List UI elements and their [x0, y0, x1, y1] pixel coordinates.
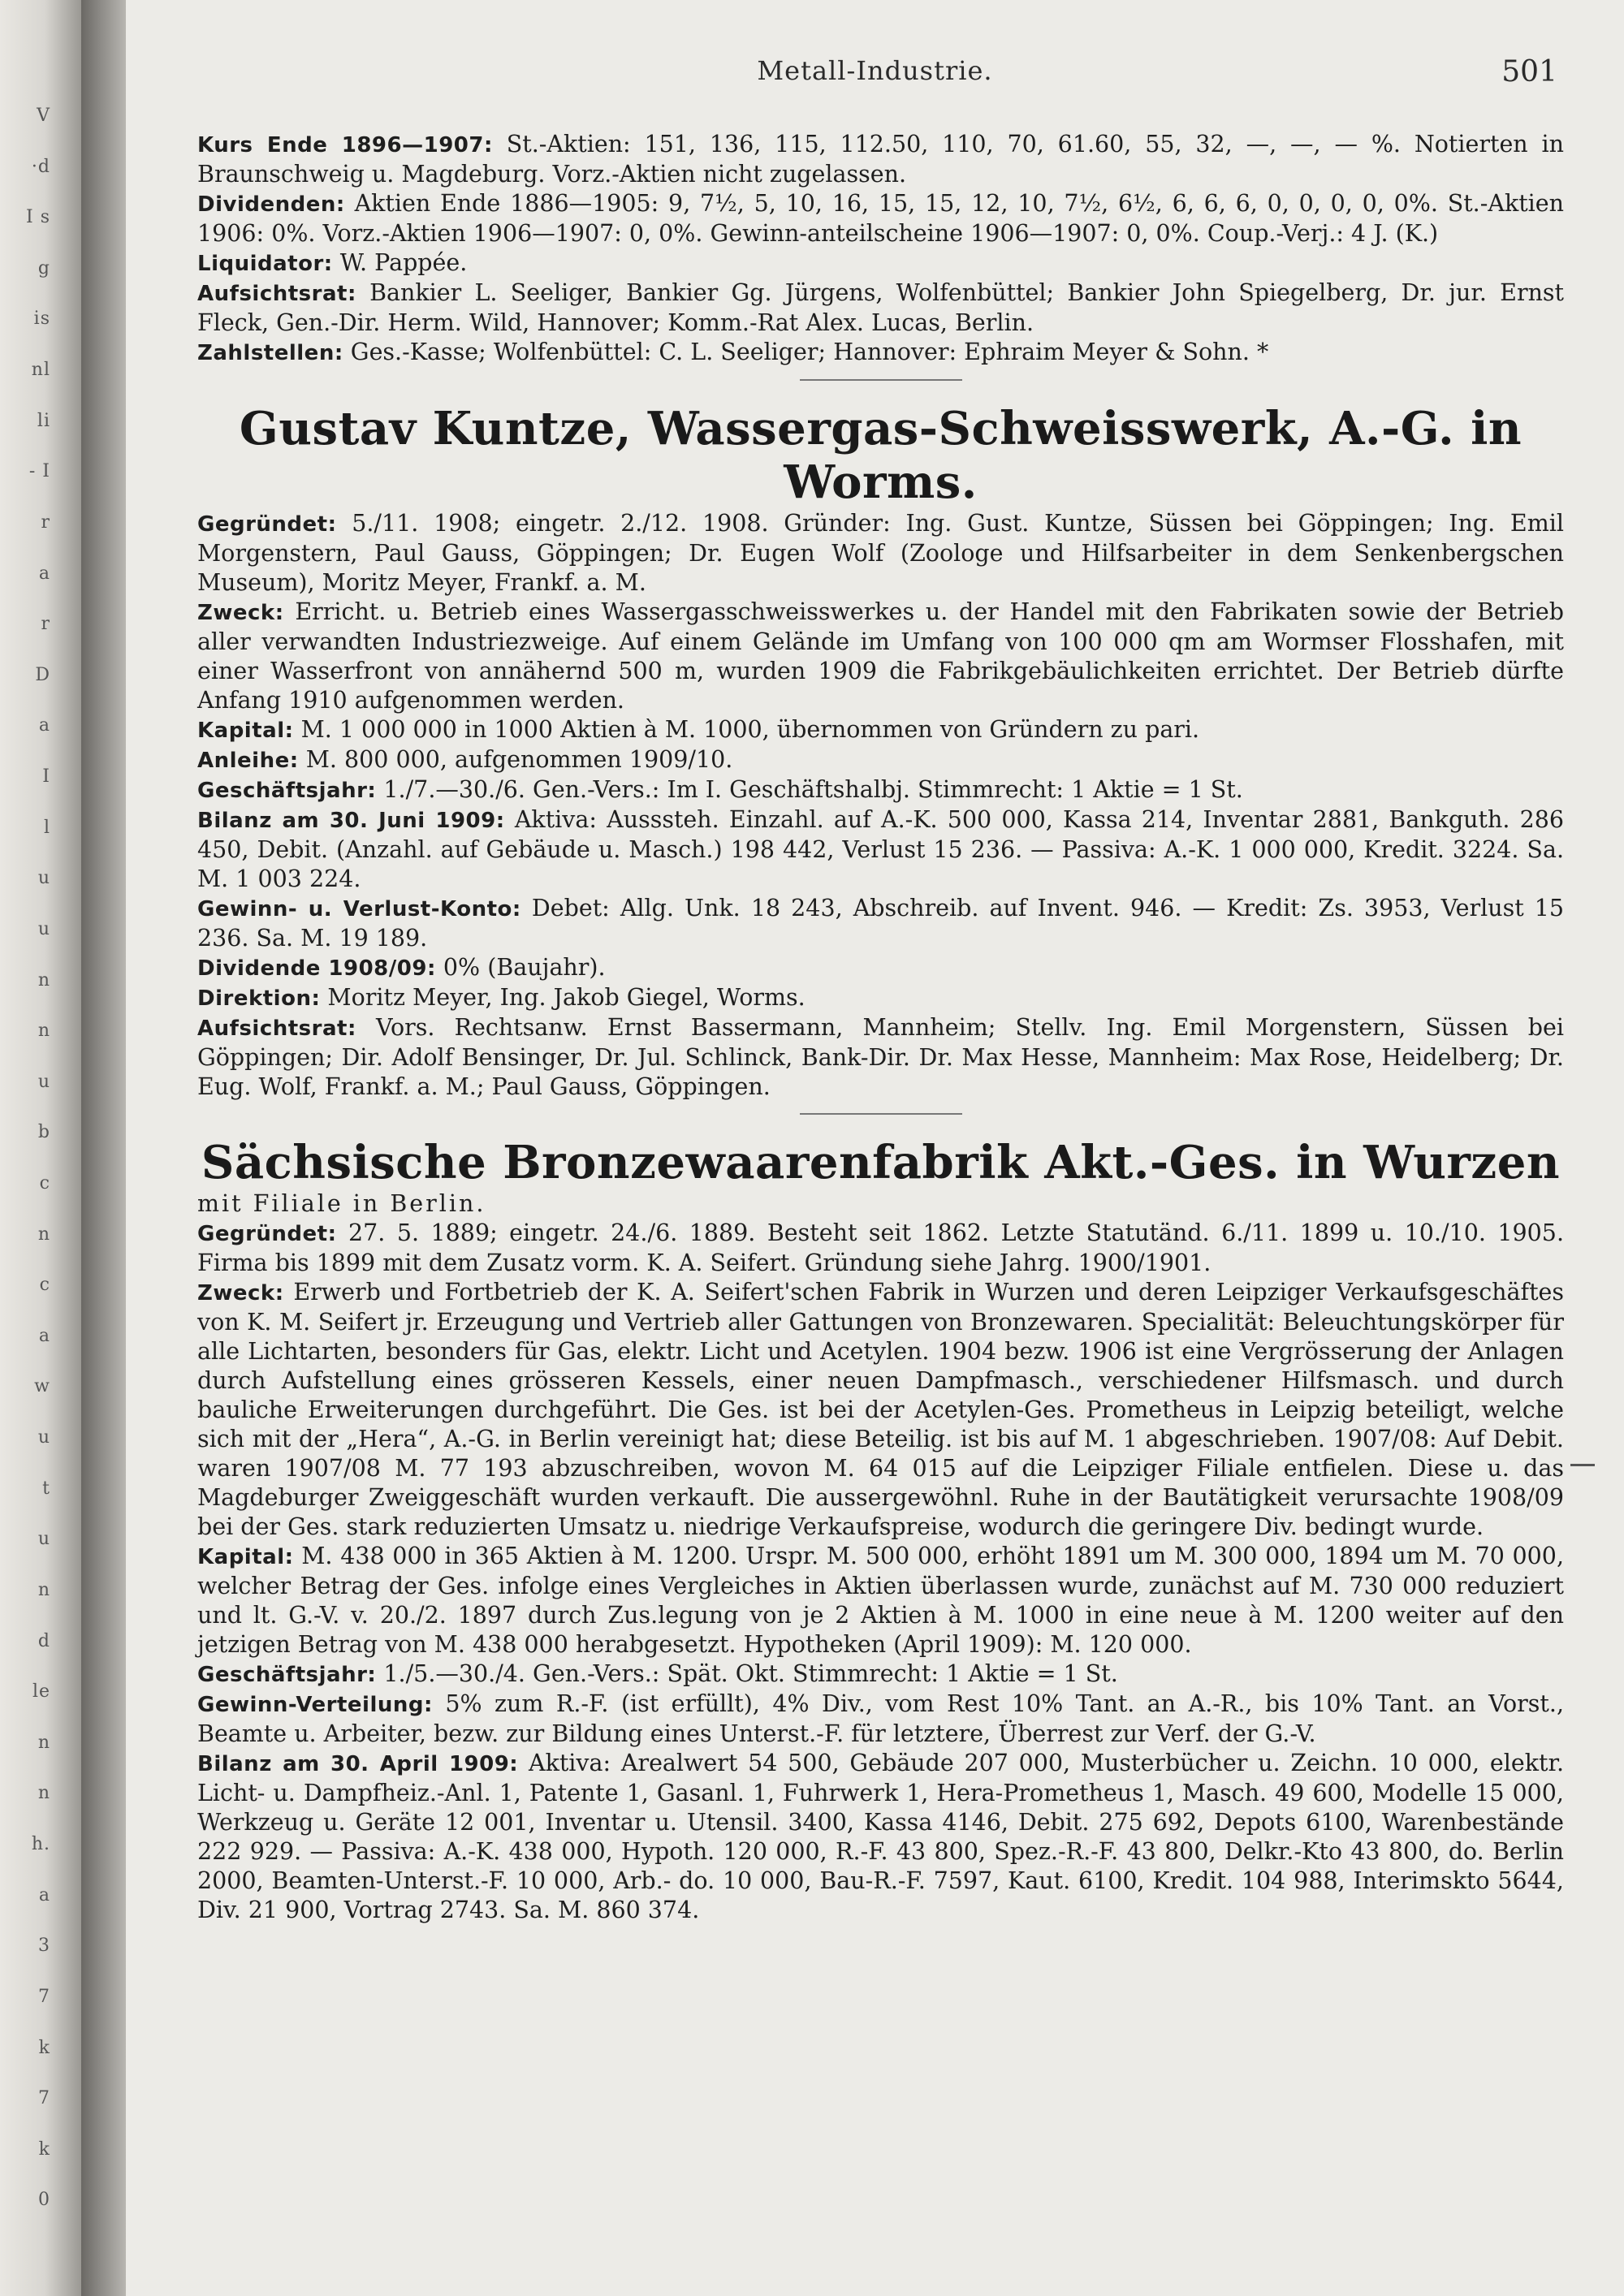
page-header — [126, 55, 1624, 96]
facing-page-fragment: 0 — [38, 2190, 50, 2211]
facing-page-fragment: V — [37, 106, 50, 126]
page-number: 501 — [1501, 55, 1557, 88]
facing-page-fragment: - I — [28, 461, 50, 482]
text-column — [197, 130, 1564, 1925]
facing-page-fragment: a — [38, 715, 50, 736]
paragraph: Zahlstellen: Ges.-Kasse; Wolfenbüttel: C. L. Seeliger; Hannover: Ephraim Meyer & Sohn. * — [197, 339, 1269, 365]
paragraph: Bilanz am 30. Juni 1909: Aktiva: Ausssteh. Einzahl. auf A.-K. 500 000, Kassa 214, Inventar 2881, Bankguth. 286 450, Debit. (Anzahl. auf Gebäude u. Masch.) 198 442, Verlust 15 236. — Passiva: A.-K. 1 000 000, Kredit. 3224. Sa. M. 1 003 224. — [197, 806, 1564, 892]
margin-mark — [1570, 1464, 1595, 1466]
paragraph: Zweck: Erwerb und Fortbetrieb der K. A. Seifert'schen Fabrik in Wurzen und deren Leipziger Verkaufsgeschäftes von K. M. Seifert jr. Erzeugung und Vertrieb aller Gattungen von Bronzewaren. Specialität: Beleuchtungskörper für alle Lichtarten, besonders für Gas, elektr. Licht und Acetylen. 1904 bezw. 1906 ist eine Vergrösserung der Anlagen durch Aufstellung eines grösseren Kessels, einer neuen Dampfmasch., verschiedener Hilfsmasch. und durch bauliche Erweiterungen durchgeführt. Die Ges. ist bei der Acetylen-Ges. Prometheus in Leipzig beteiligt, welche sich mit der „Hera“, A.-G. in Berlin vereinigt hat; diese Beteilig. ist bis auf M. 1 abgeschrieben. 1907/08: Auf Debit. waren 1907/08 M. 77 193 abzuschreiben, wovon M. 64 015 auf die Leipziger Filiale entfielen. Diese u. das Magdeburger Zweiggeschäft wurden verkauft. Die aussergewöhnl. Ruhe in der Bautätigkeit verursachte 1908/09 bei der Ges. stark reduzierten Umsatz u. niedrige Verkaufspreise, wodurch die geringere Div. bedingt wurde. — [197, 1279, 1565, 1540]
facing-page-fragment: t — [42, 1478, 50, 1499]
facing-page-fragment: is — [33, 309, 50, 330]
facing-page-fragment: li — [37, 410, 50, 431]
facing-page-fragment: le — [32, 1681, 50, 1703]
facing-page-fragment: nl — [31, 360, 50, 381]
paragraph: Geschäftsjahr: 1./7.—30./6. Gen.-Vers.: Im I. Geschäftshalbj. Stimmrecht: 1 Aktie = 1 St. — [197, 776, 1243, 803]
facing-page-fragment: n — [37, 1579, 50, 1600]
facing-page-fragment: b — [37, 1122, 50, 1143]
facing-page-fragment: n — [37, 969, 50, 990]
entry-previous — [197, 130, 1564, 368]
facing-page-fragment: c — [39, 1173, 50, 1193]
paragraph: Dividende 1908/09: 0% (Baujahr). — [197, 954, 606, 981]
facing-page-fragment: 7 — [38, 1986, 50, 2007]
facing-page-fragment: r — [41, 511, 50, 533]
facing-page-fragment: u — [37, 1427, 50, 1448]
facing-page-fragment: d — [37, 1630, 50, 1651]
facing-page-fragment: D — [35, 664, 50, 685]
book-gutter — [81, 0, 126, 2296]
facing-page-fragment: r — [41, 614, 50, 635]
company-subtitle: mit Filiale in Berlin. — [197, 1190, 486, 1217]
paragraph: Kapital: M. 438 000 in 365 Aktien à M. 1200. Urspr. M. 500 000, erhöht 1891 um M. 300 000, 1894 um M. 70 000, welcher Betrag der Ges. infolge eines Vergleiches in Aktien überlassen wurde, zunächst auf M. 730 000 reduziert und lt. G.-V. v. 20./2. 1897 durch Zus.legung von je 2 Aktien à M. 1000 in eine neue à M. 1200 weiter auf den jetzigen Betrag von M. 438 000 herabgesetzt. Hypotheken (April 1909): M. 120 000. — [197, 1543, 1565, 1658]
paragraph: Gewinn-Verteilung: 5% zum R.-F. (ist erfüllt), 4% Div., vom Rest 10% Tant. an A.-R., bis 10% Tant. an Vorst., Beamte u. Arbeiter, bezw. zur Bildung eines Unterst.-F. für letztere, Überrest zur Verf. der G.-V. — [197, 1690, 1565, 1747]
facing-page-fragment: k — [38, 2037, 50, 2058]
facing-page-fragment: 3 — [38, 1936, 50, 1957]
facing-page-fragment: h. — [31, 1834, 50, 1855]
paragraph: Kapital: M. 1 000 000 in 1000 Aktien à M. 1000, übernommen von Gründern zu pari. — [197, 716, 1200, 743]
paragraph: Dividenden: Aktien Ende 1886—1905: 9, 7½, 5, 10, 16, 15, 15, 12, 10, 7½, 6½, 6, 6, 6, 0, 0, 0, 0, 0%. St.-Aktien 1906: 0%. Vorz.-Aktien 1906—1907: 0, 0%. Gewinn-anteilscheine 1906—1907: 0, 0%. Coup.-Verj.: 4 J. (K.) — [197, 190, 1565, 247]
company-title: Sächsische Bronzewaarenfabrik Akt.-Ges. in Wurzen — [201, 1136, 1561, 1189]
paragraph: Aufsichtsrat: Bankier L. Seeliger, Bankier Gg. Jürgens, Wolfenbüttel; Bankier John Spiegelberg, Dr. jur. Ernst Fleck, Gen.-Dir. Herm. Wild, Hannover; Komm.-Rat Alex. Lucas, Berlin. — [197, 279, 1564, 336]
facing-page-edge — [0, 0, 81, 2296]
running-title: Metall-Industrie. — [757, 55, 993, 86]
paragraph: Kurs Ende 1896—1907: St.-Aktien: 151, 136, 115, 112.50, 110, 70, 61.60, 55, 32, —, —, — %. Notierten in Braunschweig u. Magdeburg. Vorz.-Aktien nicht zugelassen. — [197, 131, 1564, 188]
paragraph: Direktion: Moritz Meyer, Ing. Jakob Giegel, Worms. — [197, 984, 806, 1011]
facing-page-fragment: ·d — [31, 156, 50, 177]
facing-page-fragment: n — [37, 1224, 50, 1245]
facing-page-fragment: I s — [26, 207, 50, 228]
facing-page-fragment: I — [42, 766, 50, 788]
paragraph: Liquidator: W. Pappée. — [197, 249, 468, 276]
document-page — [126, 0, 1624, 2296]
paragraph: Zweck: Erricht. u. Betrieb eines Wassergasschweisswerkes u. der Handel mit den Fabrikaten sowie der Betrieb aller verwandten Industriezweige. Auf einem Gelände im Umfang von 100 000 qm am Wormser Flosshafen, mit einer Wasserfront von annähernd 500 m, wurden 1909 die Fabrikgebäulichkeiten errichtet. Der Betrieb dürfte Anfang 1910 aufgenommen werden. — [197, 598, 1564, 714]
facing-page-fragment: a — [38, 1325, 50, 1346]
section-divider — [800, 1113, 962, 1115]
paragraph: Anleihe: M. 800 000, aufgenommen 1909/10. — [197, 746, 733, 773]
paragraph: Bilanz am 30. April 1909: Aktiva: Arealwert 54 500, Gebäude 207 000, Musterbücher u. Zeichn. 10 000, elektr. Licht- u. Dampfheiz.-Anl. 1, Patente 1, Gasanl. 1, Fuhrwerk 1, Hera-Prometheus 1, Masch. 49 600, Modelle 15 000, Werkzeug u. Geräte 12 001, Inventar u. Utensil. 3400, Kassa 4146, Debit. 275 692, Depots 6100, Warenbestände 222 929. — Passiva: A.-K. 438 000, Hypoth. 120 000, R.-F. 43 800, Spez.-R.-F. 43 800, Delkr.-Kto 43 800, do. Berlin 2000, Beamten-Unterst.-F. 10 000, Arb.- do. 10 000, Bau-R.-F. 7597, Kaut. 6100, Kredit. 104 988, Interimskto 5644, Div. 21 900, Vortrag 2743. Sa. M. 860 374. — [197, 1750, 1565, 1923]
facing-page-fragment: w — [34, 1376, 50, 1397]
facing-page-fragment: u — [37, 868, 50, 889]
facing-page-fragment: u — [37, 1071, 50, 1092]
facing-page-fragment: n — [37, 1021, 50, 1042]
facing-page-fragment: a — [38, 1884, 50, 1905]
paragraph: Gegründet: 27. 5. 1889; eingetr. 24./6. 1889. Besteht seit 1862. Letzte Statutänd. 6./11. 1899 u. 10./10. 1905. Firma bis 1899 mit dem Zusatz vorm. K. A. Seifert. Gründung siehe Jahrg. 1900/1901. — [197, 1219, 1564, 1276]
facing-page-fragment: l — [43, 817, 50, 838]
facing-page-fragment: 7 — [38, 2088, 50, 2109]
facing-page-fragment: a — [38, 563, 50, 584]
facing-page-fragment: u — [37, 918, 50, 939]
facing-page-fragment: g — [37, 257, 50, 278]
section-divider — [800, 379, 962, 381]
paragraph: Aufsichtsrat: Vors. Rechtsanw. Ernst Bassermann, Mannheim; Stellv. Ing. Emil Morgenstern, Süssen bei Göppingen; Dir. Adolf Bensinger, Dr. Jul. Schlinck, Bank-Dir. Dr. Max Hesse, Mannheim: Max Rose, Heidelberg; Dr. Eug. Wolf, Frankf. a. M.; Paul Gauss, Göppingen. — [197, 1014, 1565, 1100]
entry-kuntze — [197, 402, 1564, 1102]
facing-page-fragment: n — [37, 1732, 50, 1753]
company-title: Gustav Kuntze, Wassergas-Schweisswerk, A.-G. in Worms. — [239, 402, 1522, 509]
facing-page-fragment: c — [39, 1275, 50, 1296]
facing-page-fragment: u — [37, 1529, 50, 1550]
paragraph: Gegründet: 5./11. 1908; eingetr. 2./12. 1908. Gründer: Ing. Gust. Kuntze, Süssen bei Göppingen; Ing. Emil Morgenstern, Paul Gauss, Göppingen; Dr. Eugen Wolf (Zoologe und Hilfsarbeiter in dem Senkenbergschen Museum), Moritz Meyer, Frankf. a. M. — [197, 510, 1564, 596]
paragraph: Geschäftsjahr: 1./5.—30./4. Gen.-Vers.: Spät. Okt. Stimmrecht: 1 Aktie = 1 St. — [197, 1660, 1118, 1687]
facing-page-fragment: k — [38, 2138, 50, 2160]
entry-wurzen — [197, 1136, 1564, 1925]
paragraph: Gewinn- u. Verlust-Konto: Debet: Allg. Unk. 18 243, Abschreib. auf Invent. 946. — Kredit: Zs. 3953, Verlust 15 236. Sa. M. 19 189. — [197, 895, 1564, 952]
facing-page-fragment: n — [37, 1783, 50, 1804]
